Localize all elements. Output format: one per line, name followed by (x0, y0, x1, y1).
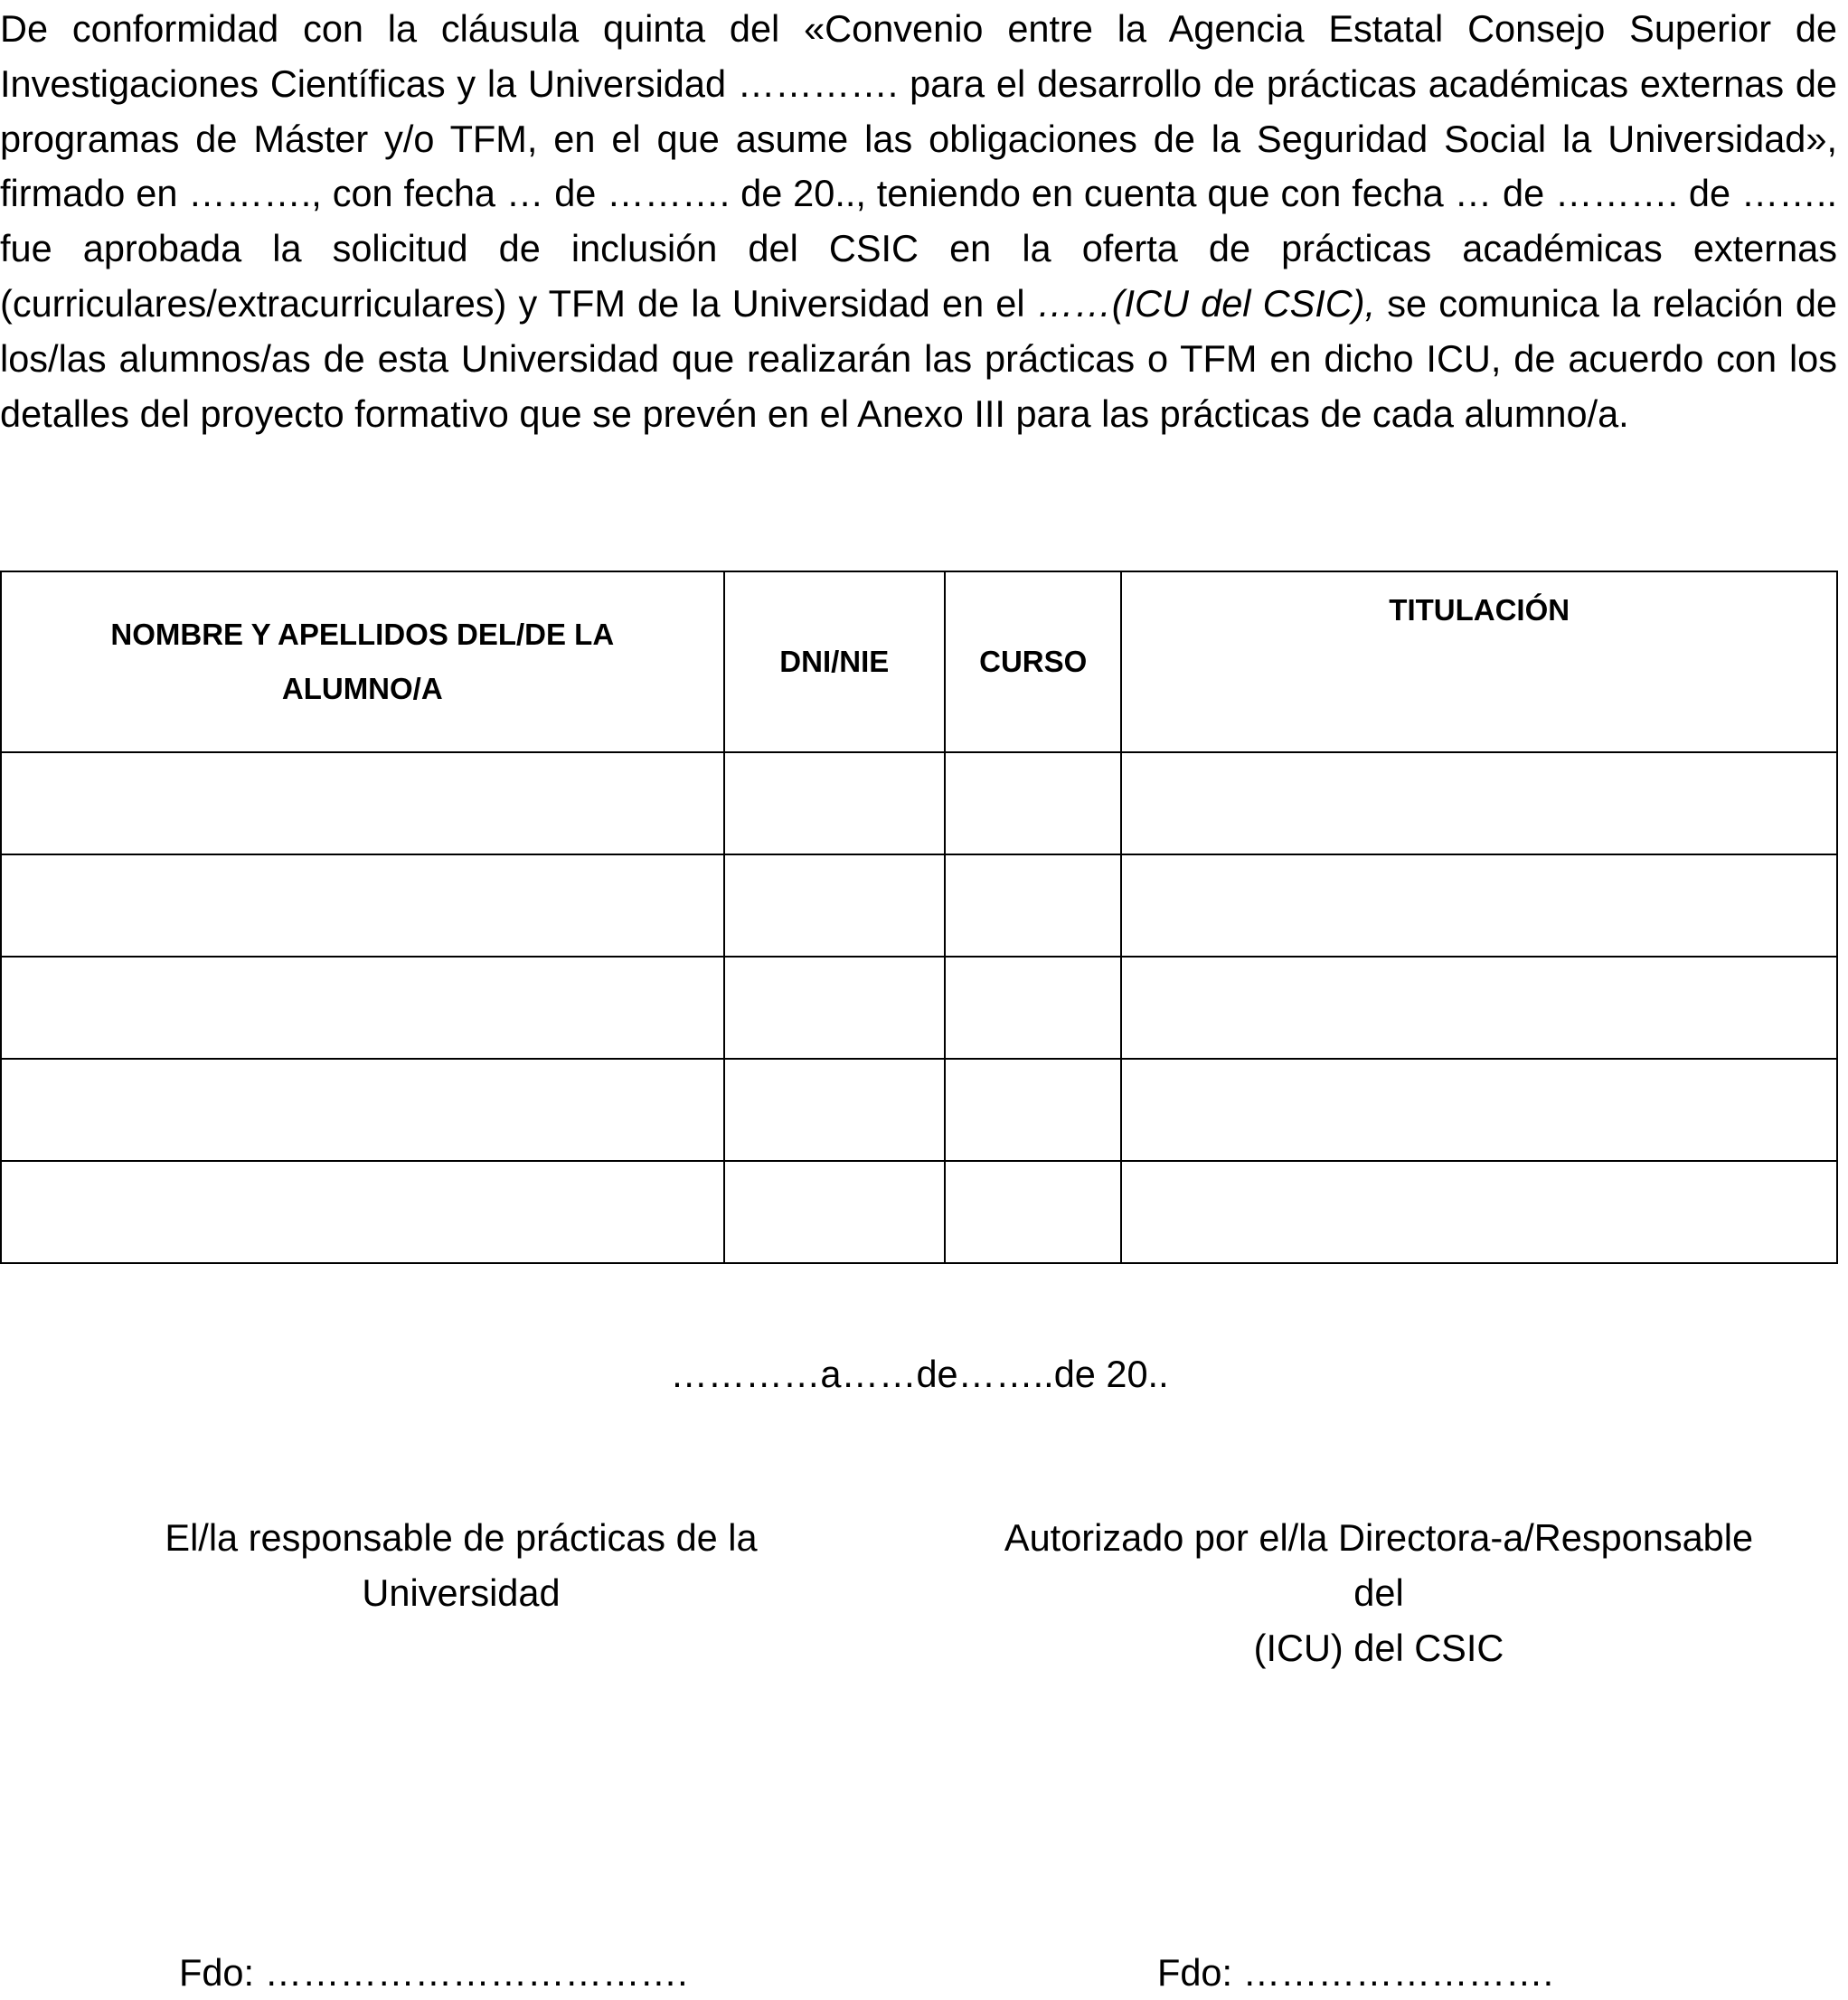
cell-student-name[interactable] (1, 1161, 724, 1263)
cell-dni-nie[interactable] (724, 854, 945, 957)
cell-degree[interactable] (1121, 957, 1837, 1059)
cell-degree[interactable] (1121, 752, 1837, 854)
signature-university-title-line2: Universidad (362, 1571, 561, 1614)
cell-student-name[interactable] (1, 854, 724, 957)
table-row (1, 752, 1837, 854)
table-row (1, 854, 1837, 957)
signature-csic-title-line2: del (1353, 1571, 1404, 1614)
signature-csic-title-line3: (ICU) del CSIC (1253, 1627, 1504, 1669)
header-student-name: NOMBRE Y APELLIDOS DEL/DE LA ALUMNO/A (1, 571, 724, 752)
intro-paragraph (0, 2, 1837, 441)
table-row (1, 1161, 1837, 1263)
signature-university-title-line1: El/la responsable de prácticas de la (165, 1516, 758, 1559)
cell-student-name[interactable] (1, 752, 724, 854)
header-course: CURSO (945, 571, 1121, 752)
signature-line-csic: Fdo: ……………………. (1157, 1951, 1554, 1994)
table-header-row (1, 571, 1837, 752)
cell-course[interactable] (945, 957, 1121, 1059)
cell-dni-nie[interactable] (724, 957, 945, 1059)
intro-text-icu: ……(ICU del CSIC), (1036, 281, 1376, 325)
cell-dni-nie[interactable] (724, 1059, 945, 1161)
cell-student-name[interactable] (1, 1059, 724, 1161)
intro-text-part2: se comunica la relación de los/las alumnos/as de esta Universidad que realizarán las prácticas o TFM en dicho ICU, de acuerdo con los detalles del proyecto formativo que se prevén en el Anexo III para las prácticas de cada alumno/a. (0, 281, 1838, 435)
students-table (0, 571, 1838, 1264)
cell-course[interactable] (945, 1059, 1121, 1161)
signature-block-csic (949, 1510, 1808, 1675)
cell-dni-nie[interactable] (724, 1161, 945, 1263)
signature-block-university (127, 1510, 796, 1620)
cell-degree[interactable] (1121, 854, 1837, 957)
header-dni-nie: DNI/NIE (724, 571, 945, 752)
cell-degree[interactable] (1121, 1161, 1837, 1263)
cell-student-name[interactable] (1, 957, 724, 1059)
cell-course[interactable] (945, 854, 1121, 957)
table-row (1, 1059, 1837, 1161)
signature-line-university: Fdo: ……………………………. (179, 1951, 688, 1994)
header-degree: TITULACIÓN (1121, 571, 1837, 752)
date-line: …………a……de……..de 20.. (670, 1353, 1169, 1395)
cell-course[interactable] (945, 1161, 1121, 1263)
intro-text-part1: De conformidad con la cláusula quinta del «Convenio entre la Agencia Estatal Consejo Superior de Investigaciones Científicas y la Universidad …………. para el desarrollo de prácticas académicas externas de programas de Máster y/o TFM, en el que asume las obligaciones de la Seguridad Social la Universidad», firmado en ………., con fecha … de ………. de 20.., teniendo en cuenta que con fecha … de ………. de …….. fue aprobada la solicitud de inclusión del CSIC en la oferta de prácticas académicas externas (curriculares/extracurriculares) y TFM de la Universidad en el (0, 7, 1837, 325)
cell-dni-nie[interactable] (724, 752, 945, 854)
cell-degree[interactable] (1121, 1059, 1837, 1161)
table-row (1, 957, 1837, 1059)
cell-course[interactable] (945, 752, 1121, 854)
signature-csic-title-line1: Autorizado por el/la Directora-a/Responsable (1004, 1516, 1754, 1559)
